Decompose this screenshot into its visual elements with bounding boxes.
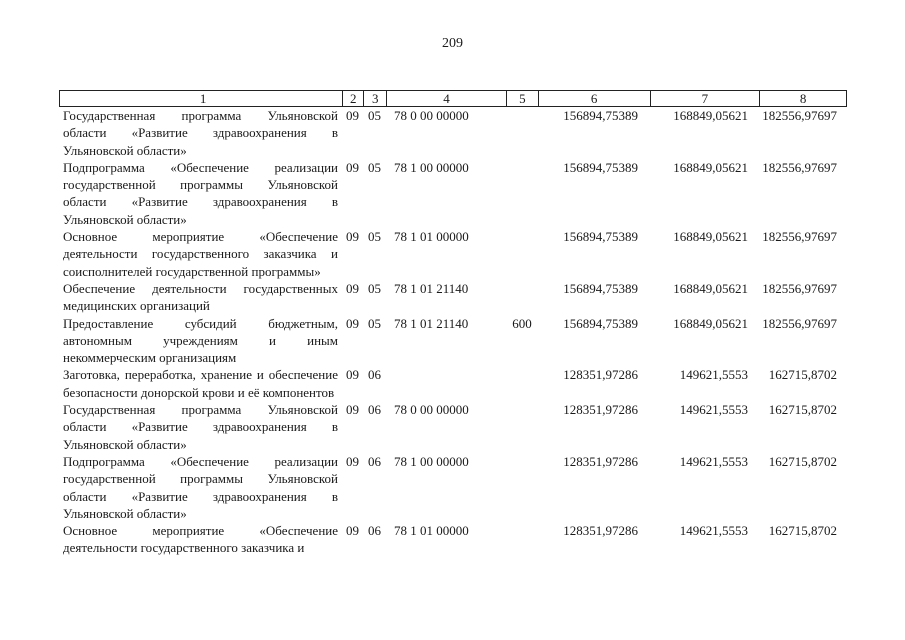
- header-col-7: 7: [650, 91, 760, 106]
- row-expense-type-cell: [506, 228, 538, 280]
- row-subsection-cell: 06: [368, 453, 381, 469]
- row-target-article-cell: 78 1 00 00000: [394, 159, 469, 175]
- table-header: [59, 90, 847, 107]
- row-amount-col7-cell: 168849,05621: [673, 315, 748, 331]
- row-expense-type-cell: [506, 453, 538, 522]
- row-amount-col6-cell: 128351,97286: [563, 402, 638, 418]
- header-col-2: 2: [342, 91, 363, 106]
- row-target-article-cell: 78 0 00 00000: [394, 402, 469, 418]
- row-amount-col6-cell: 128351,97286: [563, 523, 638, 539]
- row-section-cell: 09: [346, 229, 359, 245]
- row-section-cell: 09: [346, 453, 359, 469]
- row-expense-type-cell: [506, 280, 538, 315]
- row-amount-col7-cell: 149621,5553: [679, 402, 748, 418]
- row-expense-type-cell: [506, 522, 538, 557]
- row-subsection-cell: 05: [368, 280, 381, 296]
- row-name-cell: Государственная программа Ульяновской области «Развитие здравоохранения в Ульяновской области»: [63, 108, 338, 158]
- row-target-article-cell: [386, 366, 506, 401]
- row-name-cell: Подпрограмма «Обеспечение реализации государственной программы Ульяновской области «Развитие здравоохранения в Ульяновской области»: [63, 159, 338, 227]
- row-amount-col8-cell: 182556,97697: [762, 108, 837, 123]
- row-target-article-cell: 78 1 01 00000: [394, 523, 469, 539]
- row-amount-col7-cell: 149621,5553: [679, 523, 748, 539]
- row-subsection-cell: 05: [368, 315, 381, 331]
- row-target-article-cell: 78 1 01 21140: [394, 315, 469, 331]
- row-expense-type-cell: [506, 366, 538, 401]
- row-target-article-cell: 78 0 00 00000: [394, 108, 469, 123]
- budget-table: [59, 90, 847, 557]
- row-subsection-cell: 05: [368, 108, 381, 123]
- row-target-article-cell: 78 1 01 21140: [394, 280, 469, 296]
- table-row: [59, 228, 847, 280]
- table-row: [59, 280, 847, 315]
- row-amount-col8-cell: 162715,8702: [768, 523, 837, 539]
- row-section-cell: 09: [346, 402, 359, 418]
- row-section-cell: 09: [346, 108, 359, 123]
- row-amount-col8-cell: 182556,97697: [762, 159, 837, 175]
- row-subsection-cell: 05: [368, 229, 381, 245]
- table-row: [59, 453, 847, 522]
- row-amount-col6-cell: 156894,75389: [563, 280, 638, 296]
- header-col-4: 4: [386, 91, 506, 106]
- header-col-8: 8: [759, 91, 846, 106]
- row-name-cell: Заготовка, переработка, хранение и обеспечение безопасности донорской крови и её компонентов: [63, 367, 338, 400]
- row-expense-type-cell: 600: [512, 315, 532, 331]
- row-name-cell: Обеспечение деятельности государственных медицинских организаций: [63, 280, 338, 314]
- header-col-1: 1: [199, 91, 207, 106]
- row-section-cell: 09: [346, 315, 359, 331]
- table-row: [59, 159, 847, 228]
- header-col-5: 5: [506, 91, 538, 106]
- row-amount-col6-cell: 156894,75389: [563, 315, 638, 331]
- table-row: [59, 107, 847, 159]
- page-number: 209: [442, 36, 463, 51]
- row-amount-col7-cell: 168849,05621: [673, 229, 748, 245]
- row-amount-col6-cell: 156894,75389: [563, 108, 638, 123]
- row-section-cell: 09: [346, 367, 359, 383]
- row-section-cell: 09: [346, 280, 359, 296]
- row-section-cell: 09: [346, 159, 359, 175]
- row-amount-col6-cell: 128351,97286: [563, 453, 638, 469]
- row-amount-col8-cell: 182556,97697: [762, 280, 837, 296]
- row-subsection-cell: 06: [368, 402, 381, 418]
- row-amount-col7-cell: 149621,5553: [679, 453, 748, 469]
- table-body: [59, 107, 847, 557]
- row-amount-col8-cell: 162715,8702: [768, 402, 837, 418]
- row-amount-col6-cell: 156894,75389: [563, 159, 638, 175]
- table-row: [59, 366, 847, 401]
- row-name-cell: Подпрограмма «Обеспечение реализации государственной программы Ульяновской области «Развитие здравоохранения в Ульяновской области»: [63, 453, 338, 521]
- header-col-6: 6: [538, 91, 650, 106]
- header-col-3: 3: [363, 91, 386, 106]
- row-name-cell: Предоставление субсидий бюджетным, автономным учреждениям и иным некоммерческим организациям: [63, 315, 338, 366]
- row-subsection-cell: 06: [368, 523, 381, 539]
- row-name-cell: Основное мероприятие «Обеспечение деятельности государственного заказчика и соисполнителей государственной программы»: [63, 229, 338, 279]
- row-target-article-cell: 78 1 01 00000: [394, 229, 469, 245]
- row-target-article-cell: 78 1 00 00000: [394, 453, 469, 469]
- row-expense-type-cell: [506, 401, 538, 453]
- table-row: [59, 315, 847, 367]
- row-expense-type-cell: [506, 107, 538, 159]
- row-expense-type-cell: [506, 159, 538, 228]
- row-amount-col7-cell: 168849,05621: [673, 159, 748, 175]
- row-amount-col8-cell: 162715,8702: [768, 367, 837, 383]
- row-amount-col7-cell: 168849,05621: [673, 280, 748, 296]
- table-row: [59, 401, 847, 453]
- row-subsection-cell: 06: [368, 367, 381, 383]
- row-amount-col8-cell: 182556,97697: [762, 229, 837, 245]
- row-amount-col8-cell: 182556,97697: [762, 315, 837, 331]
- row-section-cell: 09: [346, 523, 359, 539]
- row-name-cell: Основное мероприятие «Обеспечение деятельности государственного заказчика и: [63, 523, 338, 556]
- row-subsection-cell: 05: [368, 159, 381, 175]
- table-row: [59, 522, 847, 557]
- row-amount-col6-cell: 156894,75389: [563, 229, 638, 245]
- row-name-cell: Государственная программа Ульяновской области «Развитие здравоохранения в Ульяновской области»: [63, 402, 338, 452]
- row-amount-col7-cell: 149621,5553: [679, 367, 748, 383]
- row-amount-col6-cell: 128351,97286: [563, 367, 638, 383]
- row-amount-col8-cell: 162715,8702: [768, 453, 837, 469]
- row-amount-col7-cell: 168849,05621: [673, 108, 748, 123]
